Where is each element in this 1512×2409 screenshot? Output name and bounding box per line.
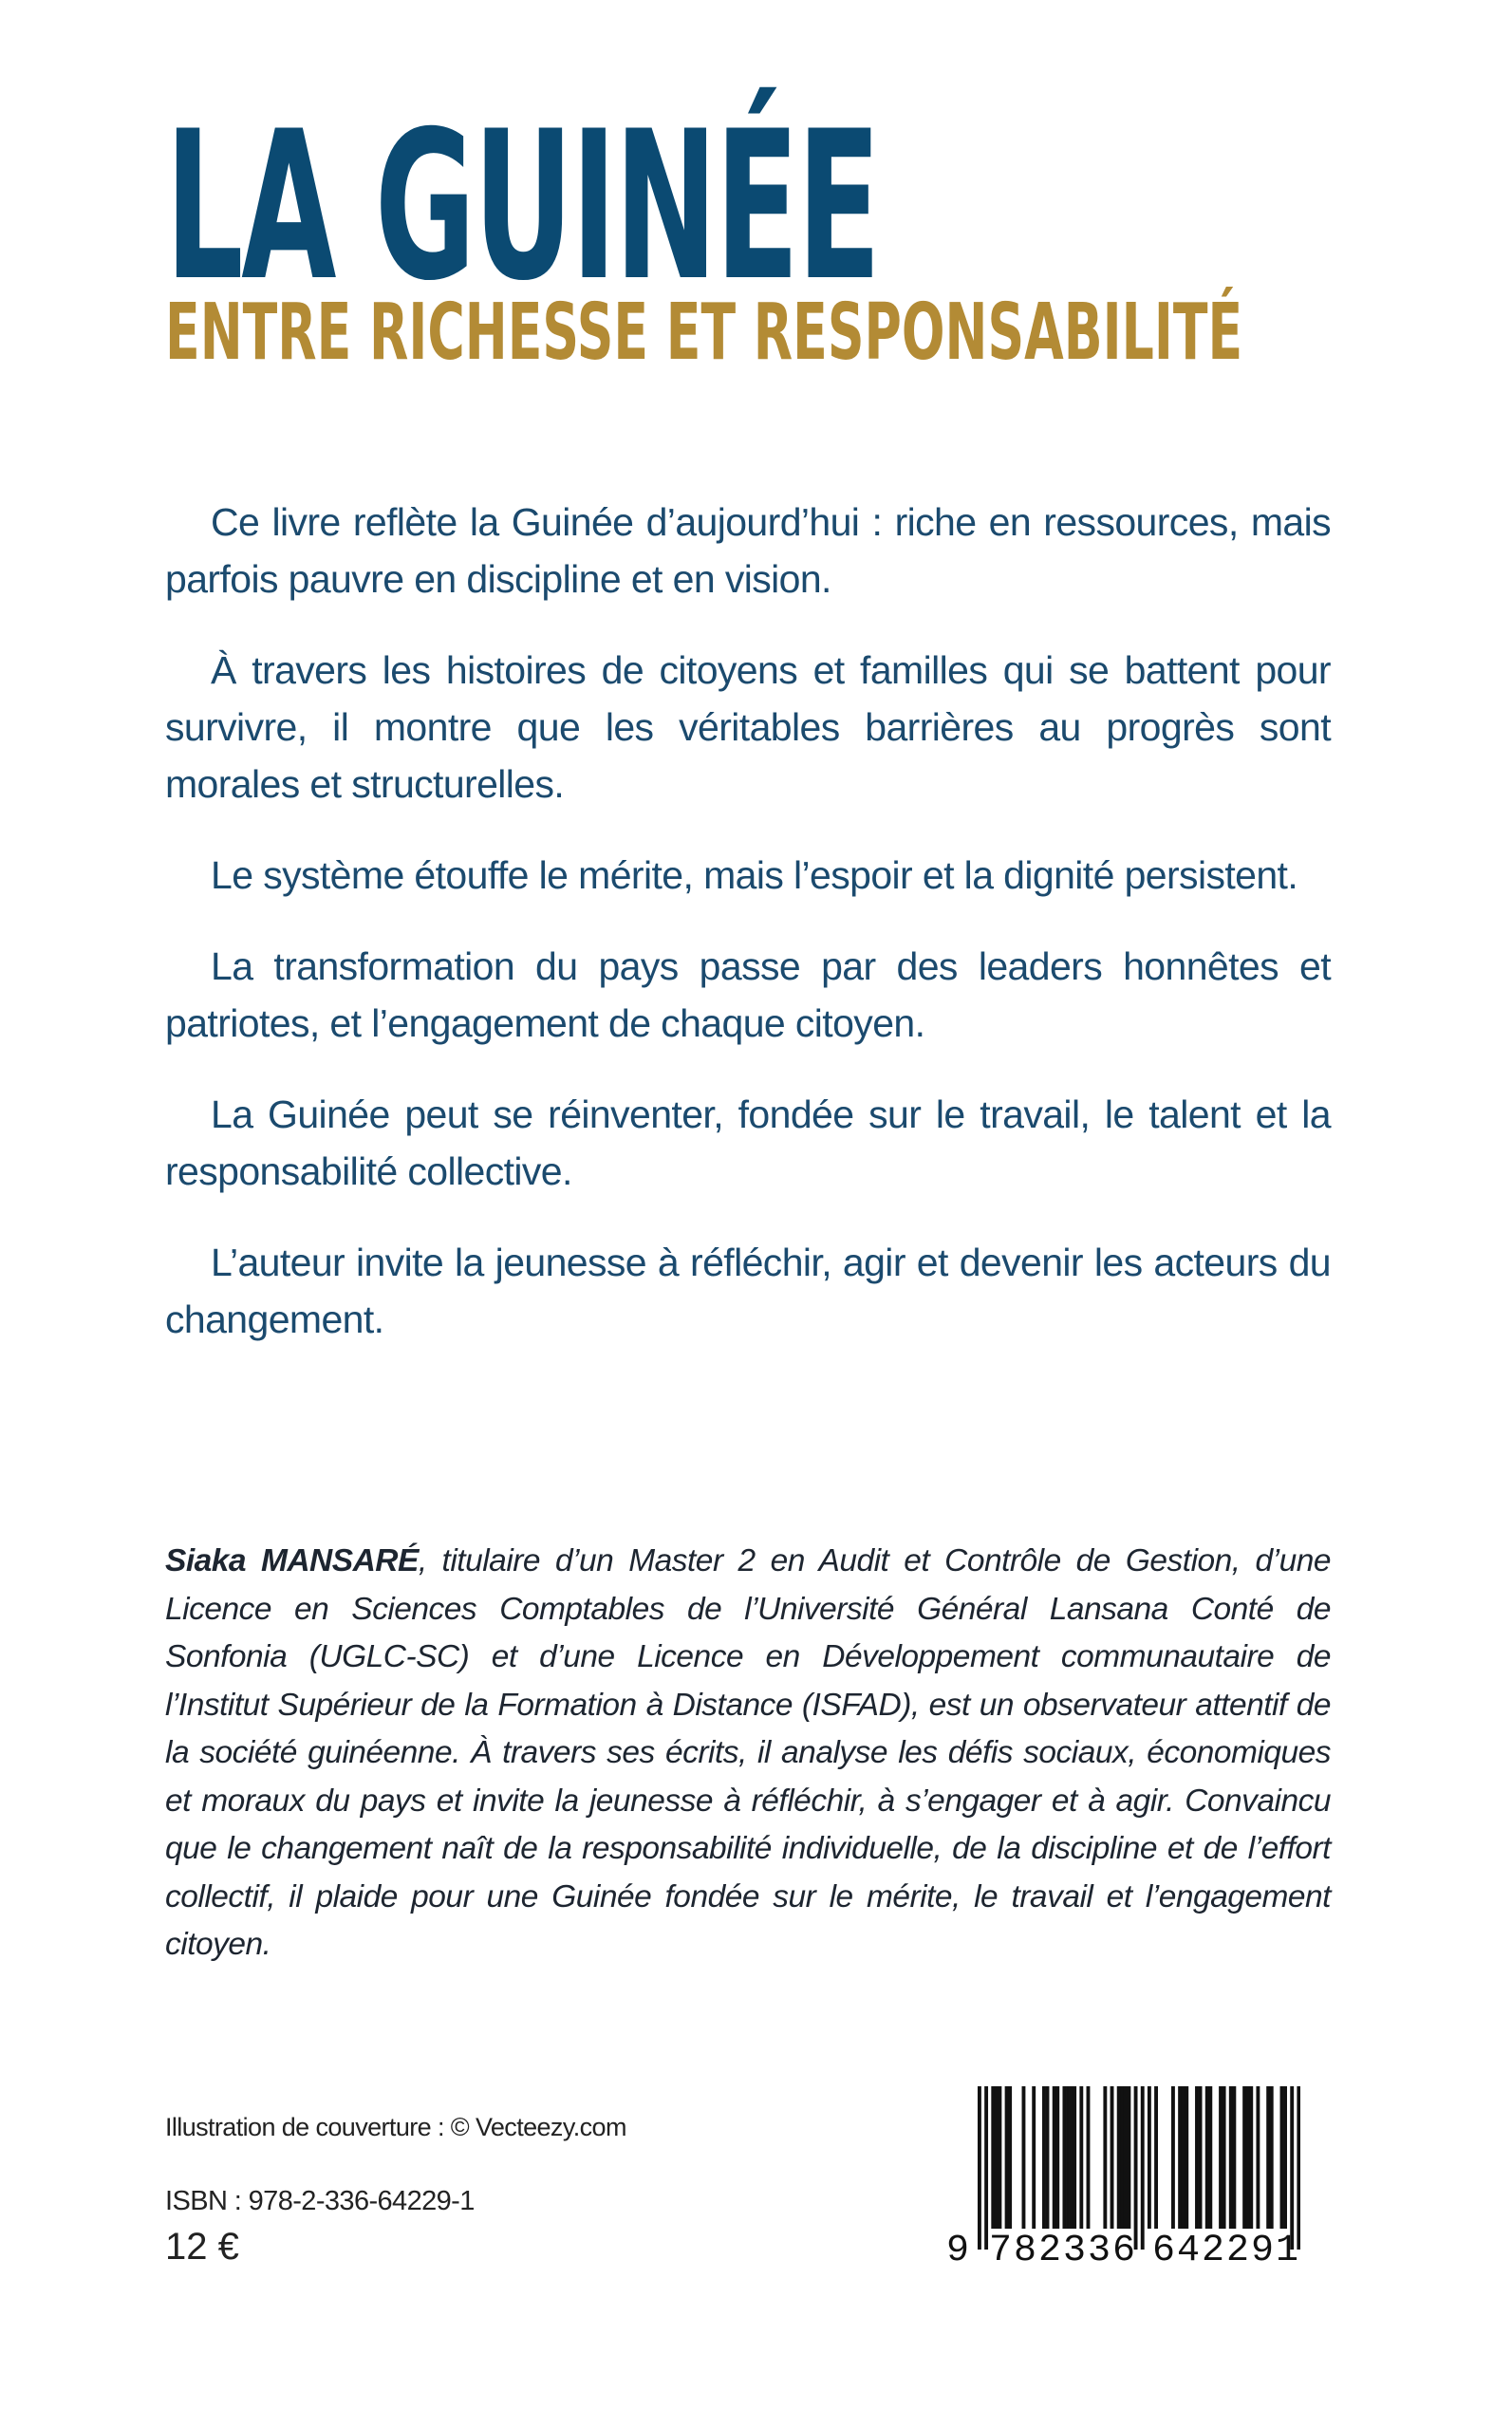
- barcode-bar: [1242, 2086, 1246, 2229]
- barcode-digit: 9: [1251, 2230, 1275, 2272]
- barcode-bar: [1066, 2086, 1070, 2229]
- barcode-bar: [1032, 2086, 1036, 2229]
- barcode-bar: [1134, 2086, 1138, 2250]
- barcode-bar: [1195, 2086, 1199, 2229]
- barcode-digit: 2: [1226, 2230, 1250, 2272]
- book-title: LA GUINÉE: [165, 87, 879, 326]
- barcode-bar: [978, 2086, 981, 2250]
- barcode-bar: [1117, 2086, 1121, 2229]
- blurb-paragraph-3: Le système étouffe le mérite, mais l’espoir et la dignité persistent.: [211, 853, 1298, 897]
- barcode-bar: [1124, 2086, 1128, 2229]
- barcode-bar: [1208, 2086, 1212, 2229]
- barcode-digit: 9: [946, 2230, 970, 2272]
- barcode-bar: [1073, 2086, 1076, 2229]
- barcode-bar: [1103, 2086, 1107, 2229]
- barcode-icon: [978, 2086, 1300, 2250]
- barcode-digit: 3: [1063, 2230, 1087, 2272]
- barcode-bar: [1148, 2086, 1151, 2229]
- barcode-bar: [1182, 2086, 1185, 2229]
- blurb-paragraph-1: Ce livre reflète la Guinée d’aujourd’hui : riche en ressources, mais parfois pauvre en discipline et en vision.: [165, 500, 1331, 601]
- blurb-paragraph-2: À travers les histoires de citoyens et familles qui se battent pour survivre, il montre que les véritables barrières au progrès sont morales et structurelles.: [165, 648, 1331, 806]
- barcode-bar: [1256, 2086, 1260, 2229]
- barcode-bar: [1120, 2086, 1124, 2229]
- blurb-paragraph-6: L’auteur invite la jeunesse à réfléchir, agir et devenir les acteurs du changement.: [165, 1241, 1331, 1341]
- book-price: 12 €: [165, 2226, 239, 2268]
- barcode-bar: [1171, 2086, 1175, 2229]
- barcode-digit: 6: [1152, 2230, 1176, 2272]
- barcode-bar: [1008, 2086, 1012, 2229]
- barcode-bar: [1062, 2086, 1066, 2229]
- barcode-bar: [1111, 2086, 1114, 2229]
- barcode-bar: [1270, 2086, 1274, 2229]
- barcode-digit: 3: [1088, 2230, 1111, 2272]
- barcode-bar: [995, 2086, 999, 2229]
- barcode-digit: 7: [989, 2230, 1013, 2272]
- barcode-bar: [1046, 2086, 1050, 2229]
- barcode-digit: 6: [1112, 2230, 1136, 2272]
- barcode-bar: [1079, 2086, 1083, 2229]
- isbn-number: ISBN : 978-2-336-64229-1: [165, 2186, 475, 2216]
- barcode-bar: [1280, 2086, 1284, 2229]
- barcode-bar: [1205, 2086, 1209, 2229]
- blurb-paragraph-4: La transformation du pays passe par des leaders honnêtes et patriotes, et l’engagement de chaque citoyen.: [165, 944, 1331, 1045]
- barcode-bar: [1249, 2086, 1253, 2229]
- barcode-digit: 2: [1202, 2230, 1225, 2272]
- barcode-bar: [1127, 2086, 1130, 2229]
- barcode-digit: 1: [1276, 2230, 1299, 2272]
- barcode-digit: 8: [1014, 2230, 1037, 2272]
- barcode-bar: [1022, 2086, 1026, 2229]
- blurb-paragraph-5: La Guinée peut se réinventer, fondée sur le travail, le talent et la responsabilité collective.: [165, 1092, 1331, 1193]
- barcode-bar: [1178, 2086, 1182, 2229]
- barcode-bar: [1229, 2086, 1233, 2229]
- barcode-bar: [1087, 2086, 1091, 2229]
- book-subtitle: ENTRE RICHESSE ET RESPONSABILITÉ: [165, 288, 1243, 378]
- barcode-digit: 4: [1177, 2230, 1201, 2272]
- illustration-credit: Illustration de couverture : © Vecteezy.com: [165, 2113, 626, 2141]
- barcode-bar: [1219, 2086, 1223, 2229]
- author-bio: [165, 1538, 1331, 1970]
- barcode-bar: [1070, 2086, 1073, 2229]
- barcode-bar: [1005, 2086, 1009, 2229]
- barcode-bar: [984, 2086, 988, 2250]
- barcode-bar: [991, 2086, 995, 2229]
- barcode-bar: [1042, 2086, 1046, 2229]
- barcode-bar: [1297, 2086, 1300, 2250]
- barcode-bar: [1246, 2086, 1250, 2229]
- barcode-bar: [1055, 2086, 1059, 2229]
- barcode-bar: [1185, 2086, 1188, 2229]
- barcode-bar: [1199, 2086, 1203, 2229]
- barcode-bar: [1283, 2086, 1287, 2229]
- blurb-section: [165, 494, 1331, 1382]
- barcode-bar: [1141, 2086, 1145, 2250]
- barcode-bar: [1053, 2086, 1056, 2229]
- barcode-digit: 2: [1038, 2230, 1062, 2272]
- barcode-bar: [1266, 2086, 1270, 2229]
- author-bio-text: , titulaire d’un Master 2 en Audit et Contrôle de Gestion, d’une Licence en Sciences Comptables de l’Université Général Lansana Conté de Sonfonia (UGLC-SC) et d’une Licence en Développement communautaire de l’Institut Supérieur de la Formation à Distance (ISFAD), est un observateur attentif de la société guinéenne. À travers ses écrits, il analyse les défis sociaux, économiques et moraux du pays et invite la jeunesse à réfléchir, à s’engager et à agir. Convaincu que le changement naît de la responsabilité individuelle, de la discipline et de l’effort collectif, il plaide pour une Guinée fondée sur le mérite, le travail et l’engagement citoyen.: [165, 1543, 1331, 1962]
- barcode-bar: [1232, 2086, 1236, 2229]
- author-name: Siaka MANSARÉ: [165, 1543, 419, 1578]
- barcode-bar: [1290, 2086, 1294, 2250]
- barcode-bar: [1223, 2086, 1226, 2229]
- barcode-bar: [998, 2086, 1001, 2229]
- barcode-bar: [1154, 2086, 1158, 2229]
